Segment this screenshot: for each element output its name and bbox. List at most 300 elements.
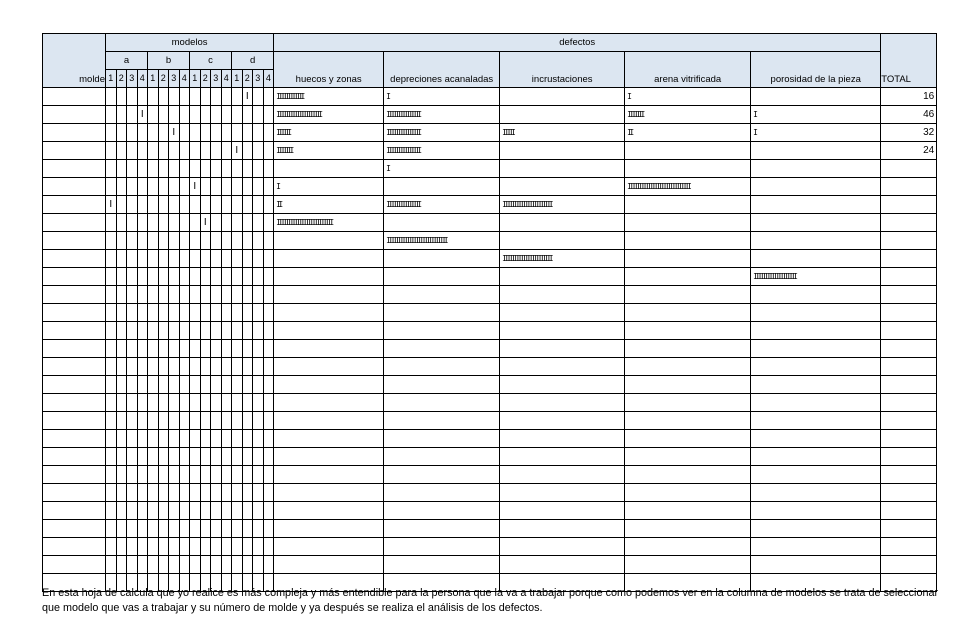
model-select-cell[interactable] [179, 142, 190, 160]
model-select-cell[interactable] [263, 106, 274, 124]
defect-tally-cell[interactable] [274, 322, 384, 340]
model-select-cell[interactable] [169, 520, 180, 538]
model-select-cell[interactable] [200, 268, 211, 286]
model-select-cell[interactable] [232, 196, 243, 214]
model-select-cell[interactable] [158, 322, 169, 340]
model-select-cell[interactable] [169, 88, 180, 106]
model-select-cell[interactable] [137, 232, 148, 250]
defect-tally-cell[interactable] [384, 250, 500, 268]
model-select-cell[interactable] [253, 358, 264, 376]
model-select-cell[interactable] [211, 160, 222, 178]
model-select-cell[interactable] [169, 268, 180, 286]
model-select-cell[interactable] [127, 142, 138, 160]
model-select-cell[interactable] [200, 340, 211, 358]
model-select-cell[interactable] [148, 538, 159, 556]
defect-tally-cell[interactable] [384, 502, 500, 520]
defect-tally-cell[interactable]: IIIIII [274, 124, 384, 142]
model-select-cell[interactable] [211, 250, 222, 268]
defect-tally-cell[interactable] [625, 484, 751, 502]
defect-tally-cell[interactable] [751, 448, 881, 466]
model-select-cell[interactable] [148, 106, 159, 124]
defect-tally-cell[interactable]: I [274, 178, 384, 196]
defect-tally-cell[interactable] [274, 304, 384, 322]
model-select-cell[interactable] [158, 484, 169, 502]
model-select-cell[interactable] [127, 484, 138, 502]
defect-tally-cell[interactable] [500, 214, 625, 232]
defect-tally-cell[interactable] [500, 484, 625, 502]
model-select-cell[interactable] [200, 358, 211, 376]
model-select-cell[interactable] [232, 160, 243, 178]
model-select-cell[interactable] [169, 502, 180, 520]
defect-tally-cell[interactable] [384, 466, 500, 484]
defect-tally-cell[interactable] [625, 250, 751, 268]
model-select-cell[interactable] [158, 88, 169, 106]
model-select-cell[interactable] [116, 124, 127, 142]
model-select-cell[interactable] [148, 484, 159, 502]
model-select-cell[interactable] [106, 340, 117, 358]
defect-tally-cell[interactable] [625, 502, 751, 520]
defect-tally-cell[interactable] [274, 250, 384, 268]
model-select-cell[interactable] [148, 124, 159, 142]
model-select-cell[interactable] [169, 448, 180, 466]
model-select-cell[interactable] [190, 106, 201, 124]
defect-tally-cell[interactable] [751, 556, 881, 574]
model-select-cell[interactable] [137, 160, 148, 178]
model-select-cell[interactable] [106, 484, 117, 502]
model-select-cell[interactable] [211, 502, 222, 520]
defect-tally-cell[interactable] [751, 160, 881, 178]
defect-tally-cell[interactable] [500, 376, 625, 394]
model-select-cell[interactable] [106, 142, 117, 160]
molde-cell[interactable] [43, 358, 106, 376]
defect-tally-cell[interactable] [384, 448, 500, 466]
model-select-cell[interactable] [169, 340, 180, 358]
defect-tally-cell[interactable] [500, 538, 625, 556]
model-select-cell[interactable] [127, 250, 138, 268]
model-select-cell[interactable] [148, 556, 159, 574]
model-select-cell[interactable] [179, 520, 190, 538]
model-select-cell[interactable] [253, 250, 264, 268]
model-select-cell[interactable] [137, 196, 148, 214]
model-select-cell[interactable] [232, 484, 243, 502]
model-select-cell[interactable] [242, 214, 253, 232]
model-select-cell[interactable] [232, 286, 243, 304]
model-select-cell[interactable] [232, 178, 243, 196]
model-select-cell[interactable] [158, 466, 169, 484]
model-select-cell[interactable] [253, 484, 264, 502]
defect-tally-cell[interactable] [274, 358, 384, 376]
model-select-cell[interactable] [263, 124, 274, 142]
model-select-cell[interactable] [179, 106, 190, 124]
model-select-cell[interactable] [106, 358, 117, 376]
model-select-cell[interactable] [242, 376, 253, 394]
model-select-cell[interactable] [137, 448, 148, 466]
defect-tally-cell[interactable] [751, 466, 881, 484]
defect-tally-cell[interactable] [625, 466, 751, 484]
model-select-cell[interactable] [253, 286, 264, 304]
model-select-cell[interactable] [116, 322, 127, 340]
defect-tally-cell[interactable] [500, 358, 625, 376]
model-select-cell[interactable] [232, 106, 243, 124]
molde-cell[interactable] [43, 250, 106, 268]
model-select-cell[interactable] [158, 304, 169, 322]
model-select-cell[interactable] [221, 538, 232, 556]
model-select-cell[interactable] [263, 394, 274, 412]
model-select-cell[interactable] [253, 232, 264, 250]
defect-tally-cell[interactable] [384, 394, 500, 412]
defect-tally-cell[interactable] [274, 340, 384, 358]
model-select-cell[interactable] [211, 232, 222, 250]
model-select-cell[interactable] [263, 214, 274, 232]
defect-tally-cell[interactable] [625, 520, 751, 538]
model-select-cell[interactable] [169, 196, 180, 214]
model-select-cell[interactable] [200, 376, 211, 394]
model-select-cell[interactable] [200, 448, 211, 466]
defect-tally-cell[interactable] [625, 394, 751, 412]
model-select-cell[interactable] [127, 538, 138, 556]
model-select-cell[interactable] [211, 124, 222, 142]
molde-cell[interactable] [43, 124, 106, 142]
defect-tally-cell[interactable] [500, 322, 625, 340]
model-select-cell[interactable] [253, 160, 264, 178]
model-select-cell[interactable] [179, 466, 190, 484]
model-select-cell[interactable] [116, 340, 127, 358]
model-select-cell[interactable] [211, 142, 222, 160]
model-select-cell[interactable] [137, 304, 148, 322]
model-select-cell[interactable] [106, 178, 117, 196]
model-select-cell[interactable] [253, 322, 264, 340]
model-select-cell[interactable] [179, 430, 190, 448]
model-select-cell[interactable] [221, 232, 232, 250]
model-select-cell[interactable] [127, 160, 138, 178]
model-select-cell[interactable] [158, 268, 169, 286]
model-select-cell[interactable] [263, 268, 274, 286]
model-select-cell[interactable] [242, 340, 253, 358]
defect-tally-cell[interactable] [625, 304, 751, 322]
defect-tally-cell[interactable] [500, 340, 625, 358]
model-select-cell[interactable] [158, 394, 169, 412]
model-select-cell[interactable] [232, 340, 243, 358]
model-select-cell[interactable] [106, 250, 117, 268]
model-select-cell[interactable] [179, 214, 190, 232]
model-select-cell[interactable] [253, 106, 264, 124]
defect-tally-cell[interactable] [751, 430, 881, 448]
model-select-cell[interactable] [221, 376, 232, 394]
defect-tally-cell[interactable] [384, 358, 500, 376]
model-select-cell[interactable] [116, 106, 127, 124]
model-select-cell[interactable] [190, 232, 201, 250]
model-select-cell[interactable] [179, 340, 190, 358]
defect-tally-cell[interactable] [384, 322, 500, 340]
defect-tally-cell[interactable] [500, 142, 625, 160]
model-select-cell[interactable] [253, 268, 264, 286]
molde-cell[interactable] [43, 196, 106, 214]
model-select-cell[interactable] [106, 268, 117, 286]
model-select-cell[interactable] [190, 448, 201, 466]
model-select-cell[interactable] [127, 322, 138, 340]
model-select-cell[interactable]: I [232, 142, 243, 160]
defect-tally-cell[interactable]: I [751, 106, 881, 124]
defect-tally-cell[interactable] [274, 376, 384, 394]
model-select-cell[interactable] [200, 304, 211, 322]
model-select-cell[interactable] [169, 286, 180, 304]
model-select-cell[interactable] [137, 376, 148, 394]
model-select-cell[interactable] [253, 124, 264, 142]
model-select-cell[interactable] [190, 214, 201, 232]
defect-tally-cell[interactable] [751, 304, 881, 322]
model-select-cell[interactable] [190, 412, 201, 430]
model-select-cell[interactable] [211, 520, 222, 538]
model-select-cell[interactable] [200, 484, 211, 502]
defect-tally-cell[interactable] [751, 286, 881, 304]
model-select-cell[interactable] [232, 88, 243, 106]
model-select-cell[interactable] [200, 466, 211, 484]
model-select-cell[interactable] [127, 196, 138, 214]
model-select-cell[interactable] [158, 142, 169, 160]
model-select-cell[interactable] [106, 556, 117, 574]
model-select-cell[interactable] [190, 160, 201, 178]
molde-cell[interactable] [43, 376, 106, 394]
model-select-cell[interactable] [190, 88, 201, 106]
defect-tally-cell[interactable]: IIIIIIIIIIIIIII [384, 196, 500, 214]
defect-tally-cell[interactable] [625, 214, 751, 232]
model-select-cell[interactable] [137, 358, 148, 376]
defect-tally-cell[interactable]: I [384, 88, 500, 106]
defect-tally-cell[interactable] [500, 178, 625, 196]
defect-tally-cell[interactable] [384, 376, 500, 394]
model-select-cell[interactable] [169, 358, 180, 376]
model-select-cell[interactable] [148, 160, 159, 178]
model-select-cell[interactable] [179, 304, 190, 322]
model-select-cell[interactable] [221, 448, 232, 466]
model-select-cell[interactable] [158, 340, 169, 358]
model-select-cell[interactable] [242, 286, 253, 304]
model-select-cell[interactable] [137, 502, 148, 520]
defect-tally-cell[interactable]: IIIIIIIIIIIIIII [384, 124, 500, 142]
model-select-cell[interactable] [158, 502, 169, 520]
model-select-cell[interactable] [169, 232, 180, 250]
model-select-cell[interactable] [221, 430, 232, 448]
model-select-cell[interactable] [190, 268, 201, 286]
model-select-cell[interactable] [263, 538, 274, 556]
model-select-cell[interactable] [263, 178, 274, 196]
molde-cell[interactable] [43, 142, 106, 160]
model-select-cell[interactable] [211, 466, 222, 484]
molde-cell[interactable] [43, 304, 106, 322]
model-select-cell[interactable] [148, 88, 159, 106]
model-select-cell[interactable] [158, 106, 169, 124]
defect-tally-cell[interactable] [500, 466, 625, 484]
model-select-cell[interactable] [148, 466, 159, 484]
model-select-cell[interactable] [106, 376, 117, 394]
molde-cell[interactable] [43, 214, 106, 232]
model-select-cell[interactable] [116, 178, 127, 196]
model-select-cell[interactable] [179, 322, 190, 340]
model-select-cell[interactable] [190, 520, 201, 538]
model-select-cell[interactable] [169, 466, 180, 484]
defect-tally-cell[interactable] [384, 484, 500, 502]
model-select-cell[interactable] [253, 214, 264, 232]
defect-tally-cell[interactable] [625, 340, 751, 358]
model-select-cell[interactable] [137, 88, 148, 106]
model-select-cell[interactable] [242, 196, 253, 214]
defect-tally-cell[interactable]: II [274, 196, 384, 214]
model-select-cell[interactable] [116, 520, 127, 538]
defect-tally-cell[interactable] [384, 214, 500, 232]
defect-tally-cell[interactable]: IIIIIIIIIIII [274, 88, 384, 106]
model-select-cell[interactable] [127, 88, 138, 106]
model-select-cell[interactable] [158, 358, 169, 376]
defect-tally-cell[interactable] [500, 88, 625, 106]
model-select-cell[interactable] [158, 412, 169, 430]
model-select-cell[interactable] [158, 520, 169, 538]
model-select-cell[interactable] [148, 520, 159, 538]
model-select-cell[interactable] [190, 556, 201, 574]
model-select-cell[interactable] [200, 286, 211, 304]
molde-cell[interactable] [43, 412, 106, 430]
model-select-cell[interactable] [127, 358, 138, 376]
model-select-cell[interactable] [200, 124, 211, 142]
model-select-cell[interactable] [221, 124, 232, 142]
model-select-cell[interactable] [137, 142, 148, 160]
model-select-cell[interactable] [263, 520, 274, 538]
model-select-cell[interactable] [169, 250, 180, 268]
defect-tally-cell[interactable] [500, 232, 625, 250]
model-select-cell[interactable] [263, 484, 274, 502]
model-select-cell[interactable] [242, 538, 253, 556]
molde-cell[interactable] [43, 394, 106, 412]
model-select-cell[interactable] [221, 88, 232, 106]
defect-tally-cell[interactable]: I [384, 160, 500, 178]
molde-cell[interactable] [43, 106, 106, 124]
model-select-cell[interactable] [200, 160, 211, 178]
model-select-cell[interactable] [127, 214, 138, 232]
model-select-cell[interactable] [253, 448, 264, 466]
defect-tally-cell[interactable] [500, 520, 625, 538]
defect-tally-cell[interactable] [274, 430, 384, 448]
model-select-cell[interactable] [221, 160, 232, 178]
model-select-cell[interactable] [232, 268, 243, 286]
model-select-cell[interactable] [211, 484, 222, 502]
model-select-cell[interactable] [221, 556, 232, 574]
model-select-cell[interactable] [253, 88, 264, 106]
defect-tally-cell[interactable] [384, 178, 500, 196]
model-select-cell[interactable] [179, 556, 190, 574]
model-select-cell[interactable] [169, 394, 180, 412]
model-select-cell[interactable] [200, 232, 211, 250]
molde-cell[interactable] [43, 232, 106, 250]
model-select-cell[interactable] [211, 394, 222, 412]
model-select-cell[interactable] [190, 124, 201, 142]
defect-tally-cell[interactable] [625, 196, 751, 214]
model-select-cell[interactable] [158, 214, 169, 232]
molde-cell[interactable] [43, 448, 106, 466]
model-select-cell[interactable] [106, 430, 117, 448]
defect-tally-cell[interactable] [625, 322, 751, 340]
model-select-cell[interactable] [169, 538, 180, 556]
model-select-cell[interactable] [211, 196, 222, 214]
model-select-cell[interactable] [253, 502, 264, 520]
model-select-cell[interactable] [232, 502, 243, 520]
model-select-cell[interactable]: I [200, 214, 211, 232]
model-select-cell[interactable] [169, 322, 180, 340]
model-select-cell[interactable] [242, 466, 253, 484]
model-select-cell[interactable] [190, 340, 201, 358]
model-select-cell[interactable] [169, 376, 180, 394]
molde-cell[interactable] [43, 484, 106, 502]
model-select-cell[interactable] [116, 430, 127, 448]
model-select-cell[interactable] [106, 160, 117, 178]
model-select-cell[interactable] [116, 88, 127, 106]
model-select-cell[interactable]: I [242, 88, 253, 106]
molde-cell[interactable] [43, 340, 106, 358]
model-select-cell[interactable] [190, 484, 201, 502]
defect-tally-cell[interactable]: IIIIIIIIIIIIIII [384, 106, 500, 124]
model-select-cell[interactable] [253, 178, 264, 196]
defect-tally-cell[interactable] [751, 538, 881, 556]
model-select-cell[interactable] [253, 466, 264, 484]
model-select-cell[interactable] [116, 304, 127, 322]
defect-tally-cell[interactable] [274, 520, 384, 538]
defect-tally-cell[interactable] [625, 142, 751, 160]
model-select-cell[interactable] [127, 412, 138, 430]
model-select-cell[interactable] [211, 556, 222, 574]
defect-tally-cell[interactable] [274, 484, 384, 502]
model-select-cell[interactable] [148, 358, 159, 376]
defect-tally-cell[interactable] [274, 502, 384, 520]
model-select-cell[interactable] [190, 304, 201, 322]
defect-tally-cell[interactable] [384, 268, 500, 286]
defect-tally-cell[interactable] [500, 412, 625, 430]
defect-tally-cell[interactable] [274, 232, 384, 250]
defect-tally-cell[interactable] [274, 448, 384, 466]
model-select-cell[interactable] [127, 448, 138, 466]
model-select-cell[interactable] [263, 340, 274, 358]
model-select-cell[interactable] [190, 250, 201, 268]
model-select-cell[interactable] [263, 232, 274, 250]
model-select-cell[interactable] [158, 538, 169, 556]
model-select-cell[interactable] [158, 250, 169, 268]
model-select-cell[interactable]: I [137, 106, 148, 124]
defect-tally-cell[interactable] [625, 412, 751, 430]
model-select-cell[interactable] [253, 142, 264, 160]
model-select-cell[interactable] [263, 358, 274, 376]
model-select-cell[interactable] [116, 250, 127, 268]
model-select-cell[interactable] [179, 196, 190, 214]
defect-tally-cell[interactable] [751, 196, 881, 214]
model-select-cell[interactable] [106, 466, 117, 484]
model-select-cell[interactable] [200, 430, 211, 448]
defect-tally-cell[interactable] [500, 502, 625, 520]
defect-tally-cell[interactable]: IIIIIIIIIIIIIII [384, 142, 500, 160]
molde-cell[interactable] [43, 268, 106, 286]
model-select-cell[interactable] [211, 88, 222, 106]
model-select-cell[interactable] [127, 556, 138, 574]
model-select-cell[interactable] [232, 214, 243, 232]
model-select-cell[interactable] [179, 88, 190, 106]
model-select-cell[interactable] [127, 430, 138, 448]
model-select-cell[interactable] [232, 358, 243, 376]
model-select-cell[interactable] [106, 124, 117, 142]
model-select-cell[interactable] [232, 520, 243, 538]
model-select-cell[interactable] [221, 520, 232, 538]
model-select-cell[interactable] [211, 268, 222, 286]
model-select-cell[interactable] [158, 178, 169, 196]
defect-tally-cell[interactable] [751, 520, 881, 538]
defect-tally-cell[interactable] [751, 358, 881, 376]
model-select-cell[interactable] [190, 502, 201, 520]
model-select-cell[interactable] [242, 232, 253, 250]
